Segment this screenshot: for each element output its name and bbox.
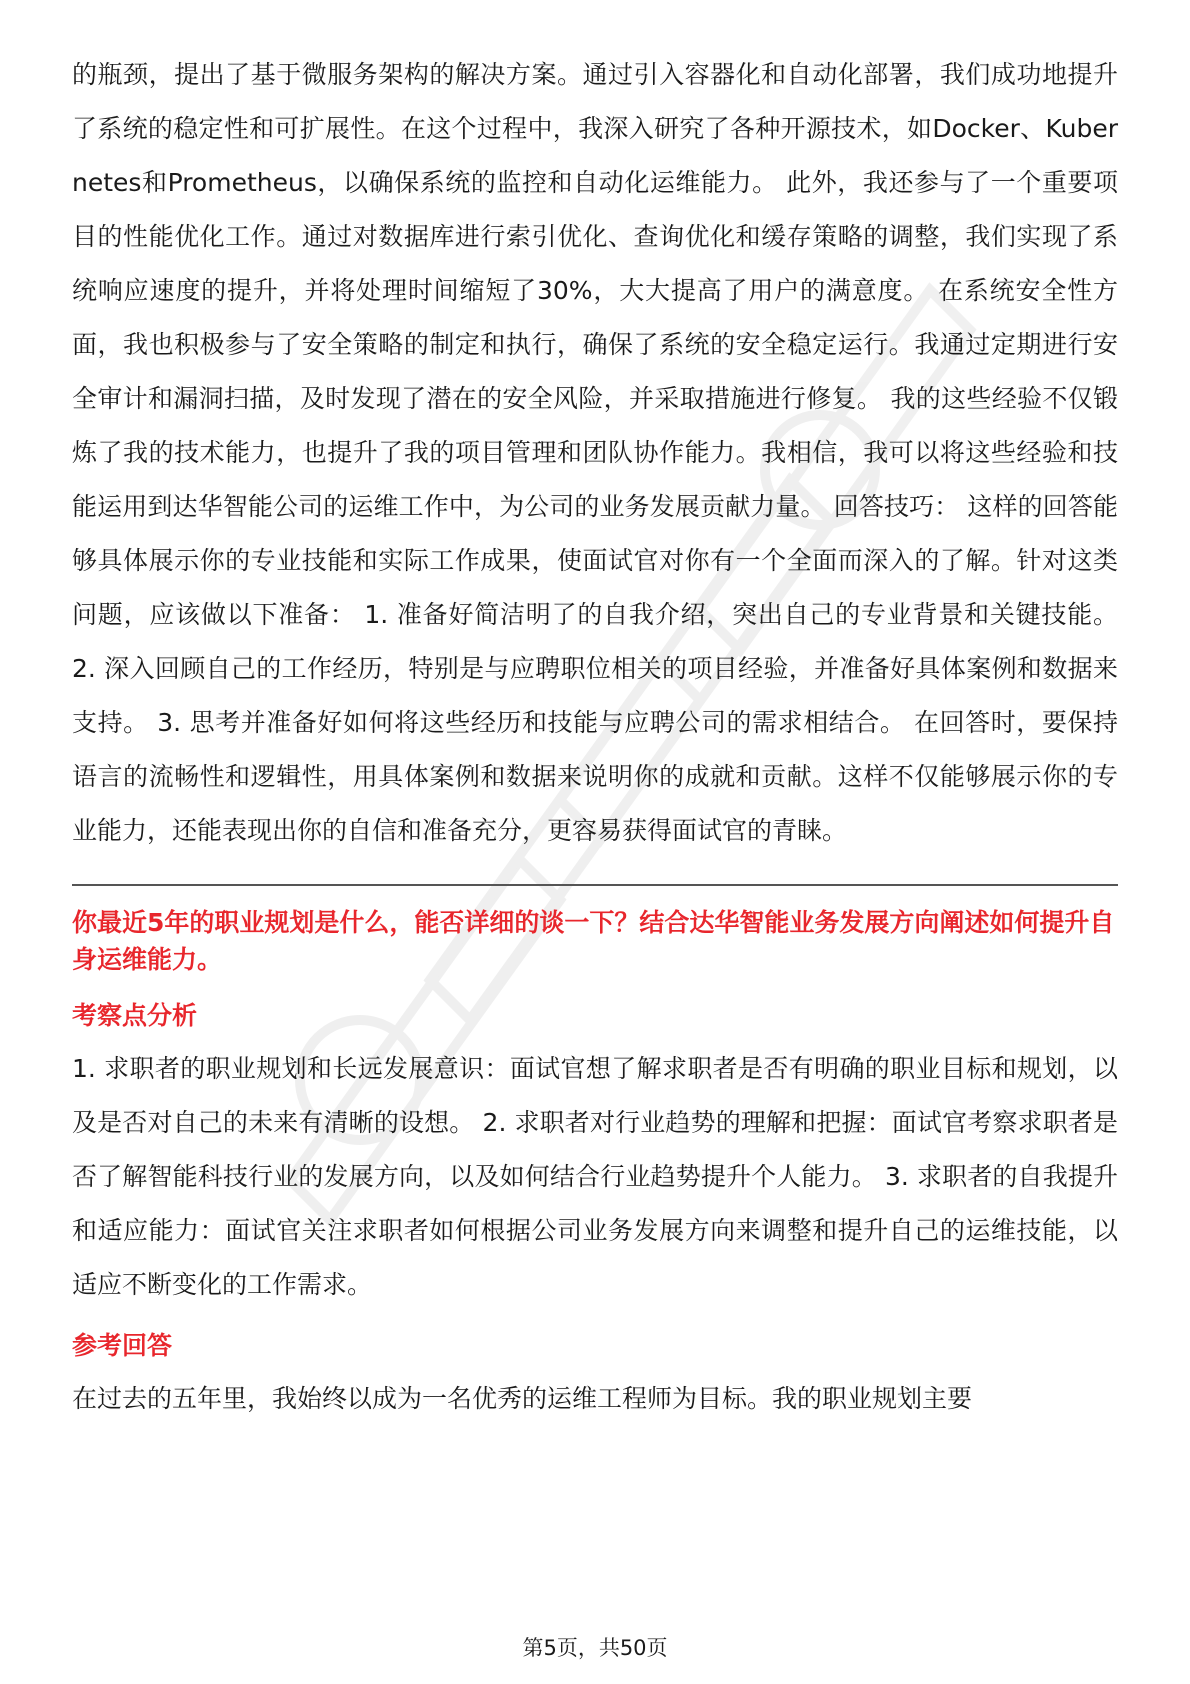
analysis-text: 1. 求职者的职业规划和长远发展意识：面试官想了解求职者是否有明确的职业目标和规划，以及是否对自己的未来有清晰的设想。 2. 求职者对行业趋势的理解和把握：面试官考察求职者是否了解智能科技行业的发展方向，以及如何结合行业趋势提升个人能力。 3. 求职者的自我提升和适应能力：面试官关注求职者如何根据公司业务发展方向来调整和提升自己的运维技能，以适应不断变化的工作需求。 xyxy=(72,1054,1118,1299)
page-content xyxy=(72,48,1118,1426)
question-heading: 你最近5年的职业规划是什么，能否详细的谈一下？结合达华智能业务发展方向阐述如何提升自身运维能力。 xyxy=(72,908,1115,974)
body-paragraph: 的瓶颈，提出了基于微服务架构的解决方案。通过引入容器化和自动化部署，我们成功地提升了系统的稳定性和可扩展性。在这个过程中，我深入研究了各种开源技术，如Docker、Kubernetes和Prometheus，以确保系统的监控和自动化运维能力。 此外，我还参与了一个重要项目的性能优化工作。通过对数据库进行索引优化、查询优化和缓存策略的调整，我们实现了系统响应速度的提升，并将处理时间缩短了30%，大大提高了用户的满意度。 在系统安全性方面，我也积极参与了安全策略的制定和执行，确保了系统的安全稳定运行。我通过定期进行安全审计和漏洞扫描，及时发现了潜在的安全风险，并采取措施进行修复。 我的这些经验不仅锻炼了我的技术能力，也提升了我的项目管理和团队协作能力。我相信，我可以将这些经验和技能运用到达华智能公司的运维工作中，为公司的业务发展贡献力量。 回答技巧： 这样的回答能够具体展示你的专业技能和实际工作成果，使面试官对你有一个全面而深入的了解。针对这类问题，应该做以下准备： 1. 准备好简洁明了的自我介绍，突出自己的专业背景和关键技能。 2. 深入回顾自己的工作经历，特别是与应聘职位相关的项目经验，并准备好具体案例和数据来支持。 3. 思考并准备好如何将这些经历和技能与应聘公司的需求相结合。 在回答时，要保持语言的流畅性和逻辑性，用具体案例和数据来说明你的成就和贡献。这样不仅能够展示你的专业能力，还能表现出你的自信和准备充分，更容易获得面试官的青睐。 xyxy=(72,60,1118,845)
answer-title: 参考回答 xyxy=(72,1331,173,1360)
page-footer: 第5页，共50页 xyxy=(522,1636,668,1660)
analysis-title: 考察点分析 xyxy=(72,1001,198,1030)
section-divider xyxy=(72,884,1118,886)
answer-text: 在过去的五年里，我始终以成为一名优秀的运维工程师为目标。我的职业规划主要 xyxy=(72,1384,973,1413)
